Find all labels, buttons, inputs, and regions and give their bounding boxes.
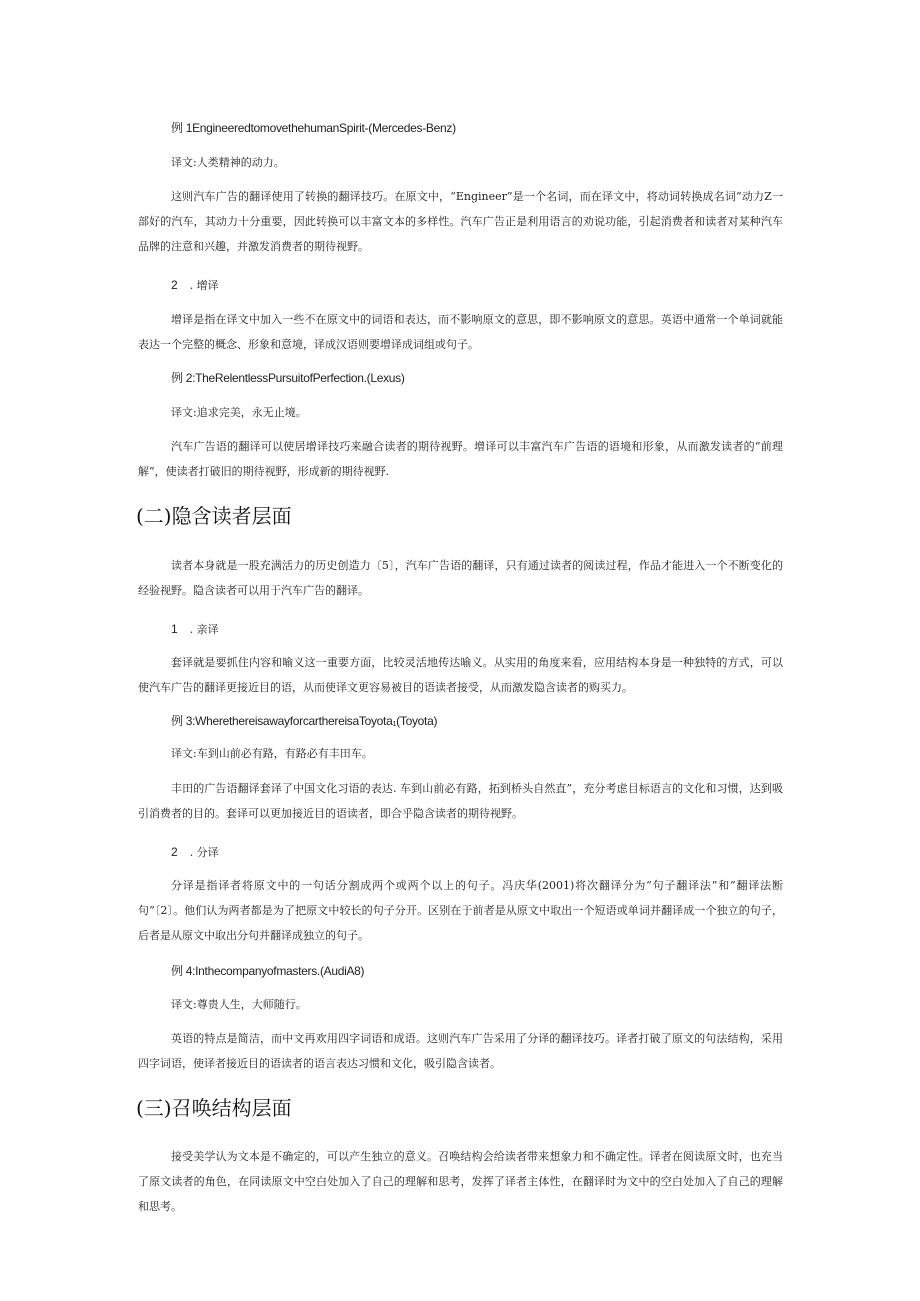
paragraph-amplification-effect: 汽车广告语的翻译可以使居增译技巧来融合读者的期待视野。增译可以丰富汽车广告语的语境和形象，从而激发读者的“前理解”，使读者打破旧的期待视野，形成新的期待视野. — [138, 440, 783, 478]
paragraph-adaptation: 套译就是要抓住内容和喻义这一重要方面，比较灵活地传达喻义。从实用的角度来看，应用结构本身是一种独特的方式，可以使汽车广告的翻译更接近目的语，从而使译文更容易被目的语读者接受，从而激发隐含读者的购买力。 — [138, 656, 783, 694]
paragraph-division: 分译是指译者将原文中的一句话分割成两个或两个以上的句子。冯庆华(2001)将次翻译分为“句子翻译法”和“翻译法断句”〔2〕。他们认为两者都是为了把原文中较长的句子分开。区别在于前者是从原文中取出一个短语或单词并翻译成一个独立的句子，后者是从原文中取出分句并翻译成独立的句子。 — [138, 879, 783, 942]
translation-3: 译文:车到山前必有路，有路必有丰田车。 — [171, 747, 373, 760]
heading-implied-reader: (二)隐含读者层面 — [136, 504, 292, 528]
section-number: 2 — [171, 845, 178, 859]
paragraph-toyota: 丰田的广告语翻译套译了中国文化习语的表达. 车到山前必有路，拓到桥头自然直”，充分考虑目标语言的文化和习惯，达到吸引消费者的目的。套译可以更加接近目的语读者，即合乎隐含读者的期待视野。 — [138, 782, 783, 820]
translation-1: 译文:人类精神的动力。 — [171, 156, 285, 169]
example-2: 例 2:TheRelentlessPursuitofPerfection.(Lexus) — [171, 371, 405, 385]
example-1: 例 1EngineeredtomovethehumanSpirit-(Mercedes-Benz) — [171, 121, 456, 135]
heading-appeal-structure: (三)召唤结构层面 — [136, 1096, 292, 1120]
paragraph-appeal-structure: 接受美学认为文本是不确定的，可以产生独立的意义。召唤结构会给读者带来想象力和不确定性。译者在阅读原文时，也充当了原文读者的角色，在同读原文中空白处加入了自己的理解和思考，发挥了译者主体性，在翻译时为文中的空白处加入了自己的理解和思考。 — [138, 1150, 783, 1213]
section-1-heading — [171, 621, 219, 638]
section-label: . 亲译 — [189, 623, 219, 636]
section-label: . 增译 — [189, 279, 219, 292]
paragraph-conversion: 这则汽车广告的翻译使用了转换的翻译技巧。在原文中，“Engineer”是一个名词，而在译文中，将动词转换成名词“动力Z一部好的汽车，其动力十分重要，因此转换可以丰富文本的多样性。汽车广告正是利用语言的劝说功能，引起消费者和读者对某种汽车品牌的注意和兴趣，并激发消费者的期待视野。 — [138, 190, 783, 253]
paragraph-amplification: 增译是指在译文中加入一些不在原文中的词语和表达，而不影响原文的意思，即不影响原文的意思。英语中通常一个单词就能表达一个完整的概念、形象和意境，译成汉语则要增译成词组或句子。 — [138, 313, 783, 351]
section-number: 2 — [171, 278, 178, 292]
section-number: 1 — [171, 622, 178, 636]
section-2-heading — [171, 277, 219, 294]
translation-4: 译文:尊贵人生，大师随行。 — [171, 998, 307, 1011]
translation-2: 译文:追求完美，永无止境。 — [171, 406, 307, 419]
section-label: . 分译 — [189, 846, 219, 859]
example-4: 例 4:Inthecompanyofmasters.(AudiA8) — [171, 964, 365, 978]
paragraph-concise: 英语的特点是简洁，而中文再欢用四字词语和成语。这则汽车广告采用了分译的翻译技巧。译者打破了原文的句法结构，采用四字词语，使译者接近目的语读者的语言表达习惯和文化，吸引隐含读者。 — [138, 1032, 783, 1070]
section-2b-heading — [171, 844, 219, 861]
paragraph-implied-reader: 读者本身就是一股充满活力的历史创造力〔5〕，汽车广告语的翻译，只有通过读者的阅读过程，作品才能进入一个不断变化的经验视野。隐含读者可以用于汽车广告的翻译。 — [138, 559, 783, 597]
example-3: 例 3:WherethereisawayforcarthereisaToyota₁(Toyota) — [171, 714, 438, 728]
